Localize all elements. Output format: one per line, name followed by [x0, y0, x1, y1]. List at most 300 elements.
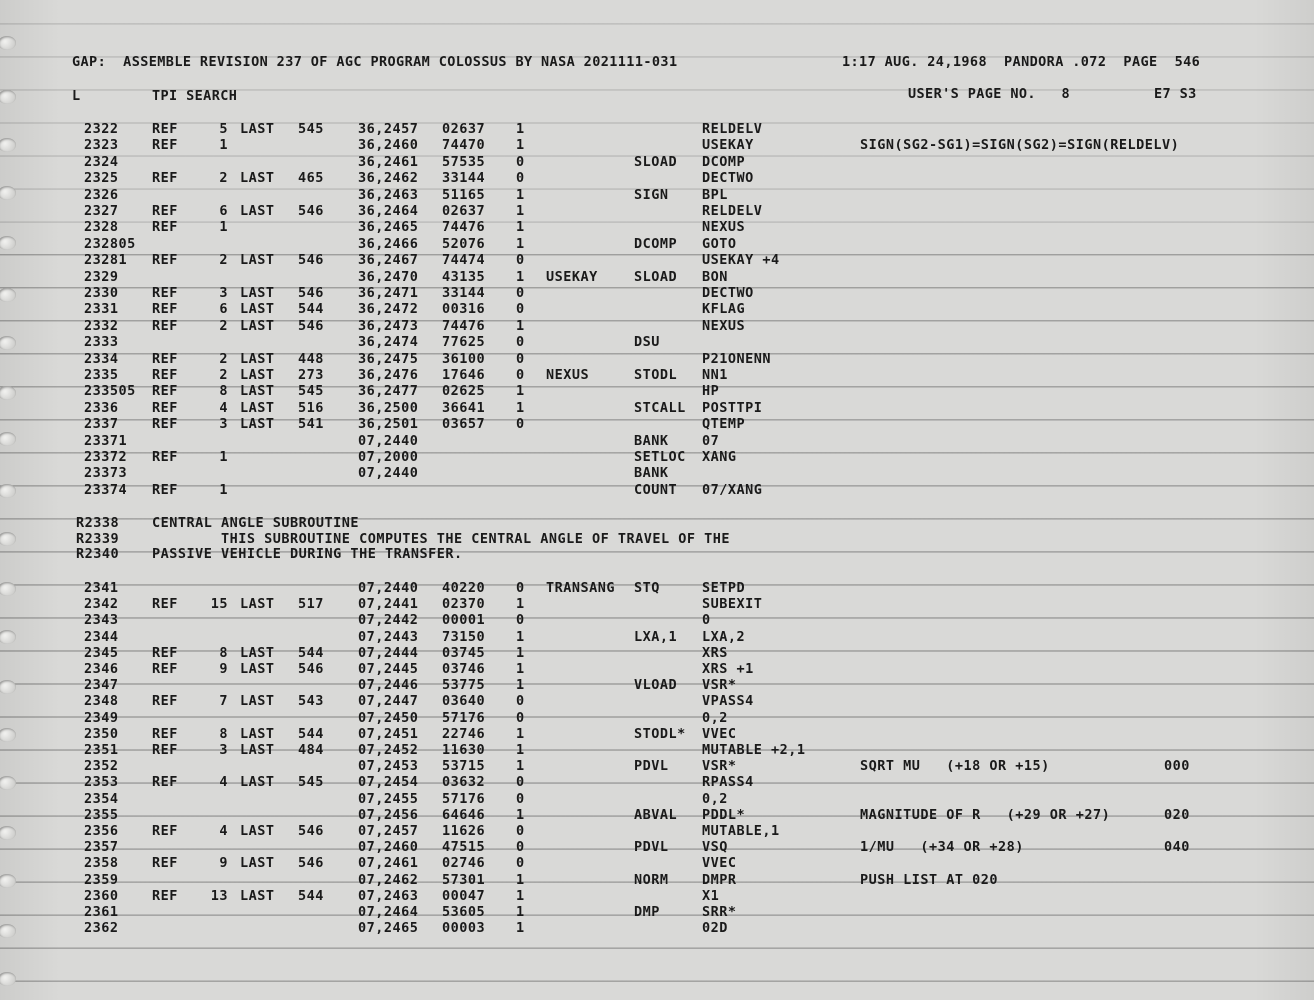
ref-count: 1	[219, 219, 228, 236]
operand: USEKAY	[702, 137, 754, 154]
opcode: SIGN	[634, 186, 669, 203]
ref-count: 2	[219, 252, 228, 269]
line-number: 2329	[84, 268, 119, 285]
section-letter: L	[72, 88, 81, 104]
address: 07,2453	[358, 758, 419, 775]
flag-bit: 0	[516, 612, 525, 629]
comment: MAGNITUDE OF R (+29 OR +27)	[860, 806, 1111, 823]
operand: VVEC	[702, 855, 737, 872]
last-marker: LAST	[240, 725, 275, 742]
flag-bit: 1	[516, 383, 525, 400]
operand: VSR*	[702, 677, 737, 694]
ref-count: 3	[219, 416, 228, 433]
line-number: 2336	[84, 399, 119, 416]
octal-code: 74476	[442, 317, 486, 334]
address: 36,2475	[358, 350, 419, 367]
octal-code: 00003	[442, 920, 486, 937]
last-page: 546	[298, 285, 324, 301]
flag-bit: 0	[516, 334, 525, 351]
ref-count: 1	[219, 449, 228, 465]
line-number: 23373	[84, 465, 128, 482]
flag-bit: 1	[516, 186, 525, 203]
ref-count: 6	[219, 301, 228, 318]
listing-row	[0, 121, 1314, 137]
opcode: BANK	[634, 465, 669, 482]
operand: XANG	[702, 449, 737, 465]
line-number: 2324	[84, 153, 119, 170]
address: 07,2443	[358, 628, 419, 645]
ref-count: 3	[219, 742, 228, 758]
octal-code: 17646	[442, 367, 486, 383]
line-number: 2325	[84, 170, 119, 187]
listing-row	[0, 612, 1314, 628]
address: 36,2464	[358, 203, 419, 219]
operand: 0,2	[702, 709, 728, 726]
flag-bit: 0	[516, 855, 525, 872]
address: 36,2466	[358, 235, 419, 252]
feed-hole	[0, 532, 16, 546]
operand: MUTABLE +2,1	[702, 742, 806, 758]
operand: NEXUS	[702, 219, 746, 236]
octal-code: 33144	[442, 170, 486, 187]
last-marker: LAST	[240, 301, 275, 318]
line-number: 2354	[84, 790, 119, 807]
opcode: DSU	[634, 334, 660, 351]
listing-row	[0, 285, 1314, 301]
page-code: E7 S3	[1154, 86, 1197, 102]
opcode: NORM	[634, 871, 669, 888]
ref-count: 2	[219, 367, 228, 383]
last-page: 546	[298, 203, 324, 219]
line-number: 2328	[84, 219, 119, 236]
flag-bit: 1	[516, 268, 525, 285]
address: 36,2472	[358, 301, 419, 318]
opcode: PDVL	[634, 758, 669, 775]
ref-count: 8	[219, 725, 228, 742]
line-number: 2361	[84, 904, 119, 920]
last-marker: LAST	[240, 121, 275, 137]
ref-count: 1	[219, 137, 228, 154]
operand: DECTWO	[702, 285, 754, 301]
address: 07,2456	[358, 806, 419, 823]
flag-bit: 1	[516, 887, 525, 904]
operand: DMPR	[702, 871, 737, 888]
address: 36,2474	[358, 334, 419, 351]
opcode: VLOAD	[634, 677, 678, 694]
last-page: 544	[298, 887, 324, 904]
line-number: 2357	[84, 839, 119, 856]
operand: SETPD	[702, 580, 746, 596]
operand: P21ONENN	[702, 350, 772, 367]
operand: RELDELV	[702, 203, 763, 219]
last-marker: LAST	[240, 367, 275, 383]
remark-number: R2338	[76, 515, 120, 531]
octal-code: 02746	[442, 855, 486, 872]
operand: NEXUS	[702, 317, 746, 334]
last-page: 516	[298, 399, 324, 416]
last-marker: LAST	[240, 399, 275, 416]
ref-marker: REF	[152, 725, 178, 742]
octal-code: 64646	[442, 806, 486, 823]
opcode: DCOMP	[634, 235, 678, 252]
listing-row	[0, 807, 1314, 823]
octal-code: 53715	[442, 758, 486, 775]
octal-code: 53775	[442, 677, 486, 694]
octal-code: 74470	[442, 137, 486, 154]
listing-row	[0, 774, 1314, 790]
last-page: 546	[298, 855, 324, 872]
flag-bit: 0	[516, 252, 525, 269]
listing-row	[0, 482, 1314, 498]
address: 36,2476	[358, 367, 419, 383]
opcode: STODL*	[634, 725, 686, 742]
last-page: 544	[298, 725, 324, 742]
flag-bit: 1	[516, 677, 525, 694]
opcode: SETLOC	[634, 449, 686, 465]
ref-count: 9	[219, 661, 228, 677]
ref-count: 3	[219, 285, 228, 301]
last-page: 545	[298, 774, 324, 791]
ref-marker: REF	[152, 855, 178, 872]
comment: SIGN(SG2-SG1)=SIGN(SG2)=SIGN(RELDELV)	[860, 137, 1180, 154]
last-marker: LAST	[240, 855, 275, 872]
octal-code: 36641	[442, 399, 486, 416]
octal-code: 52076	[442, 235, 486, 252]
operand: RELDELV	[702, 121, 763, 137]
remark-text: PASSIVE VEHICLE DURING THE TRANSFER.	[152, 546, 463, 562]
octal-code: 02625	[442, 383, 486, 400]
operand: DECTWO	[702, 170, 754, 187]
address: 36,2477	[358, 383, 419, 400]
octal-code: 57176	[442, 790, 486, 807]
operand: VSR*	[702, 758, 737, 775]
last-marker: LAST	[240, 693, 275, 710]
last-page: 546	[298, 317, 324, 334]
ref-marker: REF	[152, 170, 178, 187]
address: 07,2465	[358, 920, 419, 937]
last-page: 517	[298, 596, 324, 613]
ref-marker: REF	[152, 416, 178, 433]
listing-row	[0, 693, 1314, 709]
flag-bit: 1	[516, 920, 525, 937]
flag-bit: 0	[516, 350, 525, 367]
pushlist-offset: 020	[1164, 806, 1190, 823]
flag-bit: 0	[516, 709, 525, 726]
ref-count: 4	[219, 399, 228, 416]
last-marker: LAST	[240, 661, 275, 677]
listing-row	[0, 187, 1314, 203]
ref-count: 8	[219, 644, 228, 661]
ref-marker: REF	[152, 137, 178, 154]
opcode: PDVL	[634, 839, 669, 856]
line-number: 2362	[84, 920, 119, 937]
flag-bit: 0	[516, 170, 525, 187]
flag-bit: 0	[516, 839, 525, 856]
listing-row	[0, 433, 1314, 449]
octal-code: 51165	[442, 186, 486, 203]
octal-code: 03632	[442, 774, 486, 791]
flag-bit: 1	[516, 661, 525, 677]
ref-count: 4	[219, 823, 228, 839]
opcode: LXA,1	[634, 628, 678, 645]
line-number: 2349	[84, 709, 119, 726]
pushlist-offset: 000	[1164, 758, 1190, 775]
operand: MUTABLE,1	[702, 823, 780, 839]
opcode: STQ	[634, 580, 660, 596]
line-number: 2360	[84, 887, 119, 904]
flag-bit: 1	[516, 121, 525, 137]
line-number: 2358	[84, 855, 119, 872]
flag-bit: 0	[516, 774, 525, 791]
opcode: COUNT	[634, 481, 678, 498]
comment: SQRT MU (+18 OR +15)	[860, 758, 1050, 775]
octal-code: 43135	[442, 268, 486, 285]
address: 07,2447	[358, 693, 419, 710]
remark-number: R2339	[76, 530, 120, 547]
users-page-number: USER'S PAGE NO. 8	[908, 86, 1071, 102]
address: 07,2451	[358, 725, 419, 742]
ref-marker: REF	[152, 121, 178, 137]
ref-marker: REF	[152, 399, 178, 416]
listing-row	[0, 920, 1314, 936]
line-number: 2334	[84, 350, 119, 367]
last-page: 546	[298, 252, 324, 269]
ref-count: 1	[219, 481, 228, 498]
listing-row	[0, 596, 1314, 612]
label: NEXUS	[546, 367, 590, 383]
ref-marker: REF	[152, 203, 178, 219]
last-page: 465	[298, 170, 324, 187]
octal-code: 02637	[442, 121, 486, 137]
address: 36,2470	[358, 268, 419, 285]
ref-marker: REF	[152, 481, 178, 498]
line-number: 2348	[84, 693, 119, 710]
line-number: 2335	[84, 367, 119, 383]
last-page: 546	[298, 661, 324, 677]
operand: RPASS4	[702, 774, 754, 791]
listing-row	[0, 465, 1314, 481]
opcode: SLOAD	[634, 268, 678, 285]
line-number: 23281	[84, 252, 128, 269]
flag-bit: 1	[516, 399, 525, 416]
operand: 07/XANG	[702, 481, 763, 498]
last-marker: LAST	[240, 317, 275, 334]
address: 07,2445	[358, 661, 419, 677]
line-number: 2350	[84, 725, 119, 742]
ref-marker: REF	[152, 252, 178, 269]
label: TRANSANG	[546, 580, 616, 596]
listing-row	[0, 629, 1314, 645]
last-page: 545	[298, 383, 324, 400]
section-title: TPI SEARCH	[152, 88, 238, 104]
line-number: 2359	[84, 871, 119, 888]
flag-bit: 0	[516, 416, 525, 433]
octal-code: 53605	[442, 904, 486, 920]
address: 07,2464	[358, 904, 419, 920]
operand: PDDL*	[702, 806, 746, 823]
last-marker: LAST	[240, 596, 275, 613]
flag-bit: 0	[516, 790, 525, 807]
listing-row	[0, 742, 1314, 758]
line-number: 2332	[84, 317, 119, 334]
flag-bit: 0	[516, 153, 525, 170]
flag-bit: 1	[516, 317, 525, 334]
ref-marker: REF	[152, 596, 178, 613]
address: 07,2454	[358, 774, 419, 791]
line-number: 23371	[84, 432, 128, 449]
address: 36,2500	[358, 399, 419, 416]
flag-bit: 1	[516, 137, 525, 154]
listing-row	[0, 351, 1314, 367]
operand: HP	[702, 383, 720, 400]
operand: SUBEXIT	[702, 596, 763, 613]
address: 07,2455	[358, 790, 419, 807]
last-page: 448	[298, 350, 324, 367]
octal-code: 11626	[442, 823, 486, 839]
line-number: 23374	[84, 481, 128, 498]
ref-marker: REF	[152, 644, 178, 661]
last-marker: LAST	[240, 285, 275, 301]
comment: 1/MU (+34 OR +28)	[860, 839, 1024, 856]
ref-marker: REF	[152, 367, 178, 383]
octal-code: 03745	[442, 644, 486, 661]
remark-text: CENTRAL ANGLE SUBROUTINE	[152, 515, 360, 531]
octal-code: 03640	[442, 693, 486, 710]
octal-code: 33144	[442, 285, 486, 301]
feed-hole	[0, 972, 16, 986]
ref-count: 2	[219, 170, 228, 187]
listing-row	[0, 758, 1314, 774]
address: 07,2457	[358, 823, 419, 839]
flag-bit: 1	[516, 219, 525, 236]
octal-code: 47515	[442, 839, 486, 856]
ref-count: 8	[219, 383, 228, 400]
flag-bit: 1	[516, 628, 525, 645]
flag-bit: 0	[516, 823, 525, 839]
listing-row	[0, 203, 1314, 219]
ref-marker: REF	[152, 383, 178, 400]
line-number: 2331	[84, 301, 119, 318]
octal-code: 40220	[442, 580, 486, 596]
listing-row	[0, 334, 1314, 350]
ref-count: 2	[219, 317, 228, 334]
last-marker: LAST	[240, 252, 275, 269]
ref-count: 4	[219, 774, 228, 791]
last-page: 544	[298, 644, 324, 661]
flag-bit: 1	[516, 644, 525, 661]
address: 36,2461	[358, 153, 419, 170]
line-number: 232805	[84, 235, 136, 252]
ref-marker: REF	[152, 661, 178, 677]
ref-marker: REF	[152, 693, 178, 710]
octal-code: 03657	[442, 416, 486, 433]
flag-bit: 1	[516, 235, 525, 252]
listing-row	[0, 154, 1314, 170]
line-number: 2352	[84, 758, 119, 775]
address: 36,2462	[358, 170, 419, 187]
line-number: 2351	[84, 742, 119, 758]
listing-row	[0, 872, 1314, 888]
ref-count: 9	[219, 855, 228, 872]
address: 36,2463	[358, 186, 419, 203]
remark-text: THIS SUBROUTINE COMPUTES THE CENTRAL ANGLE OF TRAVEL OF THE	[152, 530, 731, 547]
last-page: 546	[298, 823, 324, 839]
line-number: 2356	[84, 823, 119, 839]
operand: QTEMP	[702, 416, 746, 433]
listing-row	[0, 301, 1314, 317]
listing-date-page: 1:17 AUG. 24,1968 PANDORA .072 PAGE 546	[842, 54, 1201, 70]
ref-marker: REF	[152, 887, 178, 904]
operand: XRS +1	[702, 661, 754, 677]
flag-bit: 0	[516, 580, 525, 596]
label: USEKAY	[546, 268, 598, 285]
last-marker: LAST	[240, 203, 275, 219]
pushlist-offset: 040	[1164, 839, 1190, 856]
octal-code: 00047	[442, 887, 486, 904]
line-number: 2333	[84, 334, 119, 351]
opcode: DMP	[634, 904, 660, 920]
octal-code: 00316	[442, 301, 486, 318]
operand: XRS	[702, 644, 728, 661]
last-page: 545	[298, 121, 324, 137]
address: 36,2457	[358, 121, 419, 137]
operand: 07	[702, 432, 720, 449]
listing-row	[0, 219, 1314, 235]
line-number: 2337	[84, 416, 119, 433]
opcode: STODL	[634, 367, 678, 383]
address: 07,2441	[358, 596, 419, 613]
line-number: 2326	[84, 186, 119, 203]
operand: DCOMP	[702, 153, 746, 170]
listing-row	[0, 661, 1314, 677]
operand: USEKAY +4	[702, 252, 780, 269]
ref-count: 13	[210, 887, 228, 904]
line-number: 2344	[84, 628, 119, 645]
ref-count: 7	[219, 693, 228, 710]
flag-bit: 1	[516, 904, 525, 920]
octal-code: 03746	[442, 661, 486, 677]
octal-code: 11630	[442, 742, 486, 758]
ref-count: 2	[219, 350, 228, 367]
line-number: 2330	[84, 285, 119, 301]
address: 07,2461	[358, 855, 419, 872]
octal-code: 74474	[442, 252, 486, 269]
address: 07,2000	[358, 449, 419, 465]
line-number: 2323	[84, 137, 119, 154]
line-number: 2347	[84, 677, 119, 694]
listing-row	[0, 791, 1314, 807]
ref-marker: REF	[152, 219, 178, 236]
listing-row	[0, 318, 1314, 334]
listing-row	[0, 449, 1314, 465]
line-number: 2322	[84, 121, 119, 137]
line-number: 2327	[84, 203, 119, 219]
octal-code: 36100	[442, 350, 486, 367]
operand: 0	[702, 612, 711, 629]
flag-bit: 1	[516, 596, 525, 613]
ref-marker: REF	[152, 823, 178, 839]
flag-bit: 0	[516, 301, 525, 318]
flag-bit: 1	[516, 742, 525, 758]
ref-marker: REF	[152, 317, 178, 334]
last-marker: LAST	[240, 887, 275, 904]
line-number: 2355	[84, 806, 119, 823]
listing-row	[0, 839, 1314, 855]
address: 07,2444	[358, 644, 419, 661]
address: 36,2501	[358, 416, 419, 433]
line-number: 2346	[84, 661, 119, 677]
octal-code: 57301	[442, 871, 486, 888]
